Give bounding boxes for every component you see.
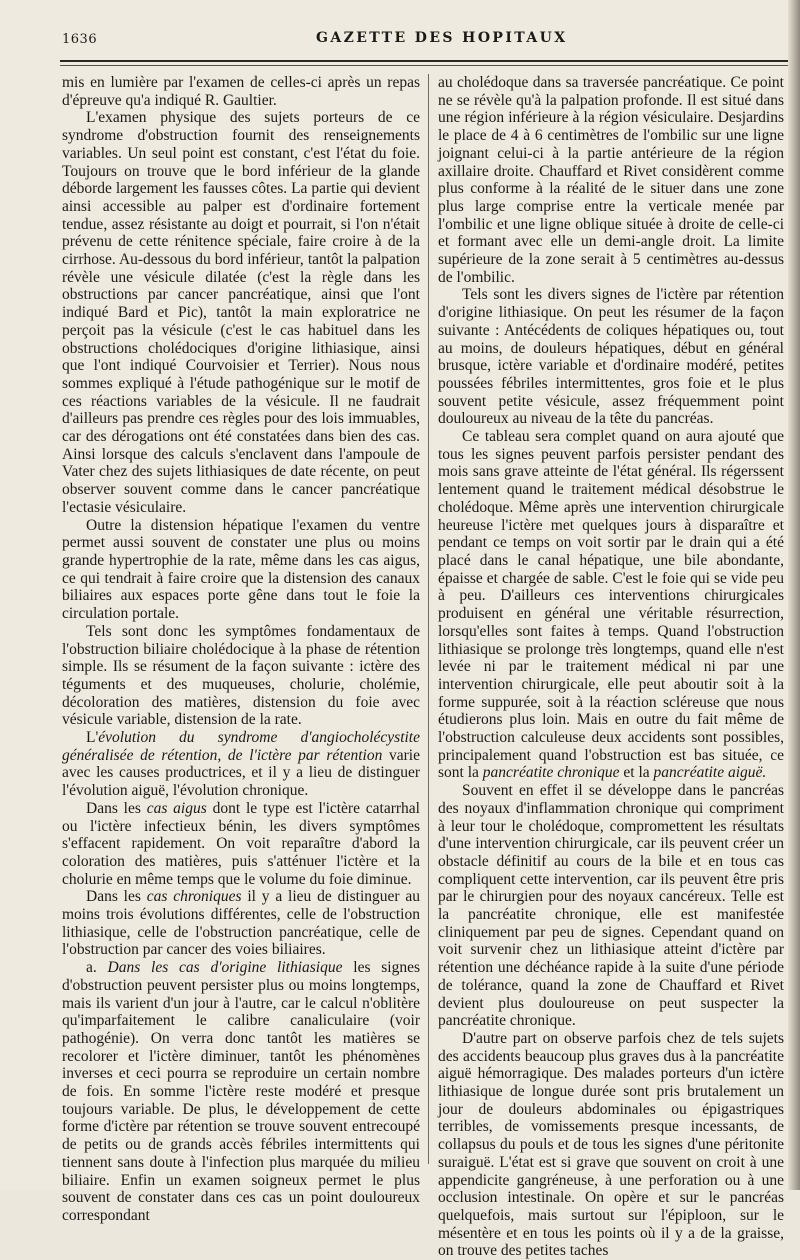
text-run: les signes d'obstruction peuvent persister plus ou moins longtemps, mais ils varient d'un jour à l'autre, car le calcul n'oblitère qu'imparfaitement le calibre canaliculaire (voir pathogénie). On verra donc tantôt les matières se recolorer et l'ictère diminuer, tantôt les phénomènes inverses et ceci pourra se reproduire un certain nombre de fois. En somme l'ictère reste modéré et presque toujours variable. De plus, le développement de cette forme d'ictère par rétention se trouve souvent entrecoupé de petits ou de grands accès fébriles intermittents qui tiennent sans doute à l'infection plus marquée du milieu biliaire. Enfin un examen soigneux permet le plus souvent de constater dans ces cas un point douloureux correspondant: [62, 959, 421, 1224]
text-run: varie avec les causes productrices, et il y a lieu de distinguer l'évolution aiguë, l'évolution chronique.: [62, 746, 420, 800]
paragraph: [62, 800, 420, 889]
paragraph: [62, 729, 420, 800]
text-run: Dans les: [86, 888, 147, 906]
italic-run: pancréatite chronique: [482, 764, 620, 782]
italic-run: évolution du syndrome d'angiocholécystite généralisée de rétention, de l'ictère par rétention: [62, 729, 420, 764]
paragraph: mis en lumière par l'examen de celles-ci après un repas d'épreuve qu'a indiqué R. Gaultier.: [62, 74, 420, 109]
text-run: L': [86, 729, 99, 747]
text-run: dont le type est l'ictère catarrhal ou l'ictère infectieux bénin, les divers symptômes s'effacent rapidement. On voit reparaître d'abord la coloration des matières, puis s'atténuer l'ictère et la cholurie en même temps que le volume du foie diminue.: [62, 799, 420, 888]
text-run: il y a lieu de distinguer au moins trois évolutions différentes, celle de l'obstruction lithiasique, celle de l'obstruction pancréatique, celle de l'obstruction par cancer des voies biliaires.: [62, 888, 420, 959]
paragraph: au cholédoque dans sa traversée pancréatique. Ce point ne se révèle qu'à la palpation profonde. Il est situé dans une région inférieure à la région vésiculaire. Desjardins le place de 4 à 6 centimètres de l'ombilic sur une ligne joignant celui-ci à la partie antérieure de la région axillaire droite. Chauffard et Rivet considèrent comme plus conforme à la réalité de le situer dans une zone plus large comprise entre la verticale menée par l'ombilic et une ligne oblique située à droite de celle-ci et formant avec elle un demi-angle droit. La limite supérieure de la zone serait à 5 centimètres au-dessus de l'ombilic.: [438, 74, 784, 286]
text-run: Dans les: [86, 799, 147, 817]
paragraph: Souvent en effet il se développe dans le pancréas des noyaux d'inflammation chronique qui compriment à leur tour le cholédoque, compromettent les résultats d'une intervention chirurgicale, car ils peuvent créer un obstacle définitif au cours de la bile et en tous cas compliquent cette intervention, car ils peuvent être pris par le chirurgien pour des noyaux cancéreux. Telle est la pancréatite chronique, elle est manifestée cliniquement par peu de signes. Cependant quand on voit survenir chez un lithiasique atteint d'ictère par rétention une déchéance rapide à la suite d'une période de tolérance, quand la zone de Chauffard et Rivet devient plus douloureuse on peut suspecter la pancréatite chronique.: [438, 782, 784, 1030]
italic-run: pancréatite aiguë.: [653, 764, 767, 782]
paragraph: Tels sont les divers signes de l'ictère par rétention d'origine lithiasique. On peut les résumer de la façon suivante : Antécédents de coliques hépatiques ou, tout au moins, de douleurs hépatiques, début en général brusque, ictère variable et d'ordinaire modéré, petites poussées fébriles intermittentes, gros foie et le plus souvent petite vésicule, assez fréquemment point douloureux au niveau de la tête du pancréas.: [438, 286, 784, 428]
column-divider: [428, 74, 429, 1164]
paragraph: D'autre part on observe parfois chez de tels sujets des accidents beaucoup plus graves dus à la pancréatite aiguë hémorragique. Des malades porteurs d'un ictère lithiasique de longue durée sont pris brutalement un jour de douleurs abdominales ou épigastriques terribles, de vomissements presque incessants, de collapsus du pouls et de tous les signes d'une péritonite suraiguë. L'état est si grave que souvent on croit à une appendicite gangréneuse, à une perforation ou à une occlusion intestinale. On opère et sur le pancréas quelquefois, mais surtout sur l'épiploon, sur le mésentère et en tous les points où il y a de la graisse, on trouve des petites taches: [438, 1029, 784, 1260]
right-column: [438, 74, 784, 1260]
text-run: Ce tableau sera complet quand on aura ajouté que tous les signes peuvent parfois persister pendant des mois sans grave atteinte de l'état général. Ils régerssent lentement quand le traitement médical désobstrue le cholédoque. Même après une intervention chirurgicale heureuse l'ictère met quelques jours à disparaître et pendant ce temps on voit sortir par le drain qui a été placé dans le canal hépatique, une bile abondante, épaisse et chargée de sable. C'est le foie qui se vide peu à peu. D'ailleurs ces interventions chirurgicales produisent en général une véritable résurrection, lorsqu'elles sont faites à temps. Quand l'obstruction lithiasique se prolonge très longtemps, quand elle n'est levée ni par le traitement médical ni par une intervention chirurgicale, elle peut aboutir soit à la forme suppurée, soit à la réaction scléreuse que nous étudierons plus loin. Mais en outre du fait même de l'obstruction calculeuse deux accidents sont possibles, principalement quand l'obstruction est bas située, ce sont la: [438, 428, 784, 782]
header-rule-thin: [60, 65, 790, 66]
italic-run: Dans les cas d'origine lithiasique: [107, 959, 343, 977]
page-edge-shadow: [788, 0, 800, 1190]
paragraph: Tels sont donc les symptômes fondamentaux de l'obstruction biliaire cholédocique à la phase de rétention simple. Ils se résument de la façon suivante : ictère des téguments et des muqueuses, cholurie, cholémie, décoloration des matières, distension du foie avec vésicule variable, distension de la rate.: [62, 622, 420, 729]
page-header: [62, 28, 790, 52]
paragraph: [62, 888, 420, 959]
italic-run: cas aigus: [146, 799, 207, 817]
text-run: a.: [86, 959, 108, 977]
page-number: 1636: [62, 32, 98, 47]
text-run: et la: [619, 764, 654, 782]
left-column: [62, 74, 421, 1224]
paragraph: [62, 959, 420, 1225]
header-rule-thick: [60, 60, 790, 62]
journal-title: GAZETTE DES HOPITAUX: [316, 30, 568, 46]
paragraph: [438, 428, 784, 782]
paragraph: L'examen physique des sujets porteurs de ce syndrome d'obstruction fournit des renseignements variables. Un seul point est constant, c'est l'état du foie. Toujours on trouve que le bord inférieur de la glande déborde largement les fausses côtes. La partie qui devient ainsi accessible au palper est d'ordinaire fortement tendue, assez résistante au doigt et pourrait, si l'on n'était prévenu de cette rénitence spéciale, faire croire à de la cirrhose. Au-dessous du bord inférieur, tantôt la palpation révèle une vésicule dilatée (c'est la règle dans les obstructions par cancer pancréatique, ainsi que l'ont indiqué Bard et Pic), tantôt la main exploratrice ne perçoit pas la vésicule (c'est le cas habituel dans les obstructions cholédociques d'origine lithiasique, ainsi que l'ont indiqué Courvoisier et Terrier). Nous nous sommes expliqué à l'étude pathogénique sur le motif de ces réactions variables de la vésicule. Il ne faudrait d'ailleurs pas prendre ces règles pour des lois immuables, car des dérogations ont été constatées dans bien des cas. Ainsi lorsque des calculs s'enclavent dans l'ampoule de Vater chez des sujets lithiasiques de date récente, on peut observer souvent comme dans le cancer pancréatique l'ectasie vésiculaire.: [62, 109, 420, 516]
paragraph: Outre la distension hépatique l'examen du ventre permet aussi souvent de constater une plus ou moins grande hypertrophie de la rate, même dans les cas aigus, ce qui tendrait à faire croire que la distension des canaux biliaires aux espaces porte gêne dans tout le foie la circulation portale.: [62, 516, 420, 623]
italic-run: cas chroniques: [146, 888, 242, 906]
